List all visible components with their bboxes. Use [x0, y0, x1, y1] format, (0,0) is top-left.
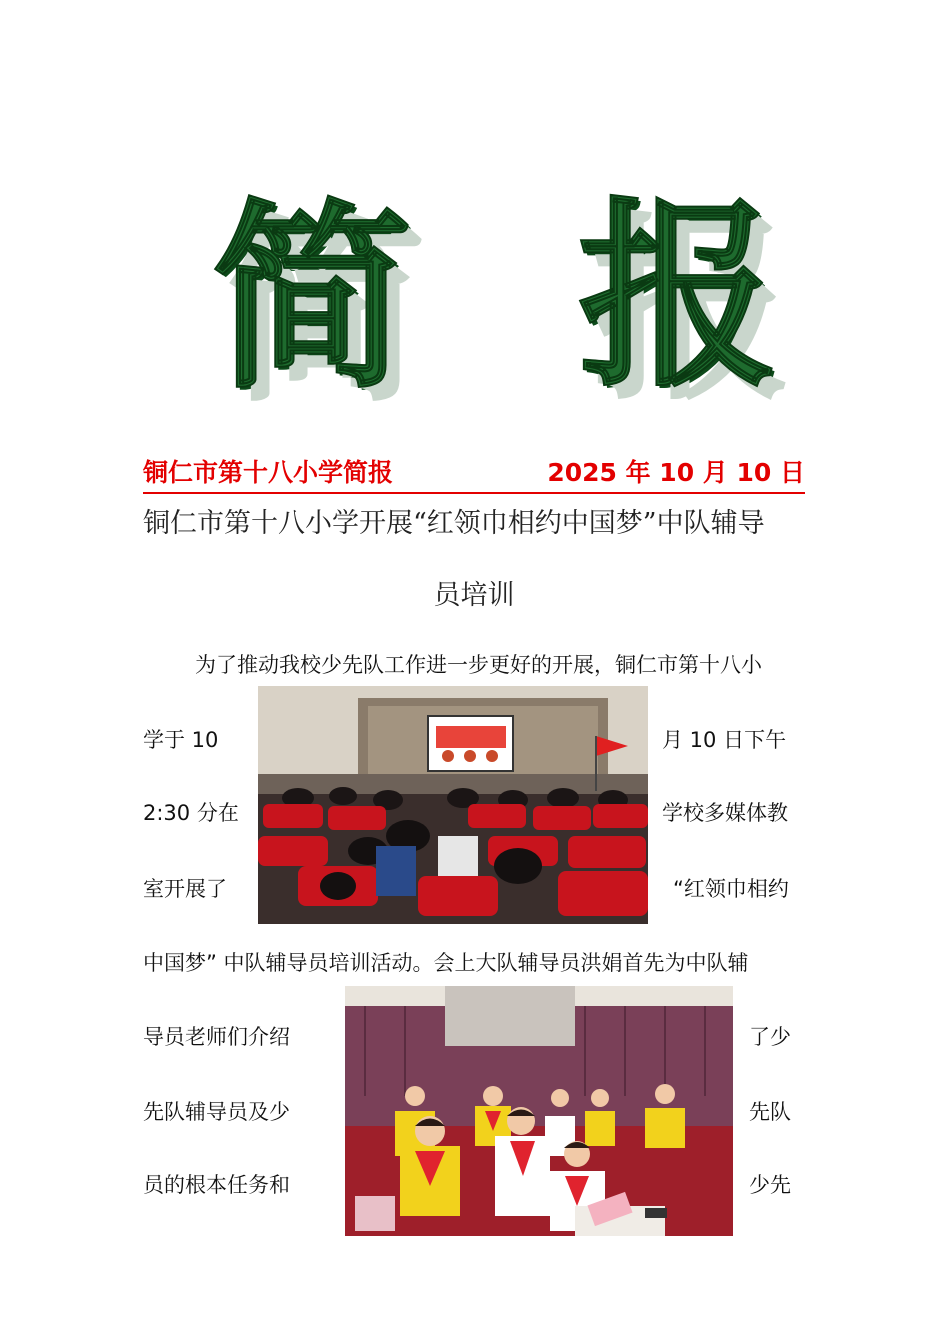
students-saluting-photo	[345, 986, 733, 1236]
body-line-7-right: 先队	[749, 1100, 791, 1124]
body-line-4-right: “红领巾相约	[673, 877, 789, 901]
body-line-2-left: 学于 10	[143, 728, 219, 752]
body-line-8-right: 少先	[749, 1173, 791, 1197]
body-line-7-left: 先队辅导员及少	[143, 1100, 290, 1124]
body-line-1: 为了推动我校少先队工作进一步更好的开展，铜仁市第十八小	[195, 653, 762, 677]
school-newsletter-name: 铜仁市第十八小学简报	[143, 458, 394, 487]
issue-date: 2025 年 10 月 10 日	[547, 458, 805, 487]
students-saluting-illustration	[345, 986, 733, 1236]
body-line-3-right: 学校多媒体教	[662, 801, 788, 825]
body-line-3-left: 2:30 分在	[143, 801, 239, 825]
body-line-2-right: 月 10 日下午	[662, 728, 787, 752]
article-title-line2: 员培训	[433, 580, 515, 611]
classroom-meeting-photo	[258, 686, 648, 924]
body-line-4-left: 室开展了	[143, 877, 227, 901]
body-line-6-right: 了少	[749, 1025, 791, 1049]
body-line-8-left: 员的根本任务和	[143, 1173, 290, 1197]
body-line-5: 中国梦” 中队辅导员培训活动。会上大队辅导员洪娟首先为中队辅	[143, 951, 749, 975]
masthead-char-jian: 简	[212, 183, 413, 416]
body-line-6-left: 导员老师们介绍	[143, 1025, 290, 1049]
masthead-char-bao: 报	[578, 181, 779, 414]
article-title-line1: 铜仁市第十八小学开展“红领巾相约中国梦”中队辅导	[143, 508, 765, 539]
headline-bar	[143, 456, 805, 494]
classroom-meeting-illustration	[258, 686, 648, 924]
